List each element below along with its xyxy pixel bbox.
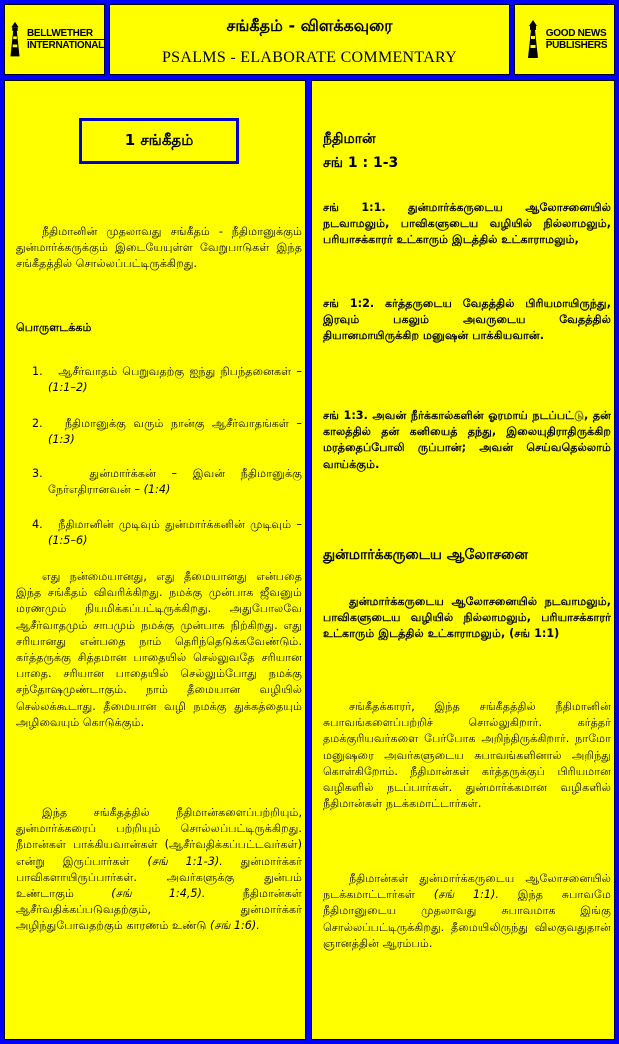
bellwether-logo	[4, 4, 105, 75]
psalm-title: 1 சங்கீதம்	[79, 118, 239, 164]
right-paragraph-1: சங்கீதக்காரர், இந்த சங்கீதத்தில் நீதிமானின் சுபாவங்களைப்பற்றிச் சொல்லுகிறார். கர்த்தர் தமக்குரியவர்களை பேர்போக அறிந்திருக்கிறார். நாமோ மனுஷரை அவர்களுடைய சுபாவங்களினால் அறிந்து கொள்கிறோம். நீதிமான்கள் கர்த்தருக்குப் பிரியமான வழிகளில் நடப்பார்கள். துன்மார்க்கமான வழிகளில் நீதிமான்கள் நடக்கமாட்டார்கள்.	[323, 700, 611, 811]
left-paragraph-1: எது நன்மையானது, எது தீமையானது என்பதை இந்த சங்கீதம் விவரிக்கிறது. நமக்கு முன்பாக ஜீவனும் மரணமும் நியமிக்கப்பட்டிருக்கிறது. அதுபோலவே ஆசீர்வாதமும் சாபமும் நமக்கு முன்பாக நிற்கிறது. எது சரியானது என்பதை நாம் தெரிந்தெடுக்கவேண்டும். கர்த்தருக்கு சித்தமான பாதையில் செல்லுவதே சரியான பாதை. சரியான பாதையில் செல்லும்போது நமக்கு சந்தோஷமுண்டாகும். நாம் தீமையான வழியில் செல்லக்கூடாது. தீமையான வழி நமக்கு துக்கத்தையும் அழிவையும் கொடுக்கும்.	[16, 570, 302, 729]
intro-paragraph: நீதிமானின் முதலாவது சங்கீதம் - நீதிமானுக்கும் துன்மார்க்கருக்கும் இடையேயுள்ள வேறுபாடுகள் இந்த சங்கீதத்தில் சொல்லப்பட்டிருக்கிறது.	[16, 225, 302, 271]
section-heading-counsel: துன்மார்க்கருடைய ஆலோசனை	[323, 547, 528, 563]
section-heading-righteous: நீதிமான்	[323, 131, 376, 147]
contents-heading: பொருளடக்கம்	[16, 321, 92, 334]
contents-item-4: 4. நீதிமானின் முடிவும் துன்மார்க்கனின் முடிவும் – (1:5–6)	[32, 518, 303, 548]
verse-1-2: சங் 1:2. கர்த்தருடைய வேதத்தில் பிரியமாயிருந்து, இரவும் பகலும் அவருடைய வேதத்தில் தியானமாயிருக்கிற மனுஷன் பாக்கியவான்.	[323, 297, 611, 343]
verse-1-1: சங் 1:1. துன்மார்க்கருடைய ஆலோசனையில் நடவாமலும், பாவிகளுடைய வழியில் நில்லாமலும், பரியாசக்காரர் உட்காரும் இடத்தில் உட்காராமலும்,	[323, 201, 611, 247]
bellwether-logo-text: BELLWETHER INTERNATIONAL	[26, 28, 104, 51]
section-reference: சங் 1 : 1-3	[323, 155, 399, 171]
lighthouse-icon	[5, 20, 25, 60]
verse-1-3: சங் 1:3. அவன் நீர்க்கால்களின் ஓரமாய் நடப்பட்டு, தன் காலத்தில் தன் கனியைத் தந்து, இலையுதிராதிருக்கிற மரத்தைப்போலி ருப்பான்; அவன் செய்வதெல்லாம் வாய்க்கும்.	[323, 409, 611, 471]
contents-item-3: 3. துன்மார்க்கன் – இவன் நீதிமானுக்கு நேர்எதிரானவன் – (1:4)	[32, 467, 302, 497]
page-header	[109, 4, 510, 75]
quoted-verse: துன்மார்க்கருடைய ஆலோசனையில் நடவாமலும், பாவிகளுடைய வழியில் நில்லாமலும், பரியாசக்காரர் உட்காரும் இடத்தில் உட்காராமலும், (சங் 1:1)	[323, 595, 611, 641]
good-news-publishers-logo	[514, 4, 615, 75]
title-english: PSALMS - ELABORATE COMMENTARY	[161, 49, 457, 66]
left-paragraph-2: இந்த சங்கீதத்தில் நீதிமான்களைப்பற்றியும், துன்மார்க்கரைப் பற்றியும் சொல்லப்பட்டிருக்கிறது. நீமான்கள் பாக்கியவான்கள் (ஆசீர்வதிக்கப்பட்டவர்கள்) என்று இருப்பார்கள் (சங் 1:1-3). துன்மார்க்கர் பாவிகளாயிருப்பார்கள். அவர்களுக்கு துன்பம் உண்டாகும் (சங் 1:4,5). நீதிமான்கள் ஆசீர்வதிக்கப்படுவதற்கும், துன்மார்க்கர் அழிந்துபோவதற்கும் காரணம் உண்டு (சங் 1:6).	[16, 806, 302, 933]
contents-item-2: 2. நீதிமானுக்கு வரும் நான்கு ஆசீர்வாதங்கள் – (1:3)	[32, 417, 302, 447]
contents-item-1: 1. ஆசீர்வாதம் பெறுவதற்கு ஐந்து நிபந்தனைகள் – (1:1–2)	[32, 365, 303, 395]
publisher-logo-text: GOOD NEWS PUBLISHERS	[545, 28, 608, 51]
left-column	[4, 80, 306, 1040]
title-tamil: சங்கீதம் - விளக்கவுரை	[226, 16, 393, 35]
lighthouse-icon	[522, 20, 544, 60]
right-column	[311, 80, 615, 1040]
right-paragraph-2: நீதிமான்கள் துன்மார்க்கருடைய ஆலோசனையில் நடக்கமாட்டார்கள் (சங் 1:1). இந்த சுபாவமே நீதிமானுடைய முதலாவது சுபாவமாக இங்கு சொல்லப்பட்டிருக்கிறது. தீமையிலிருந்து விலகுவதுதான் ஞானத்தின் ஆரம்பம்.	[323, 872, 611, 950]
